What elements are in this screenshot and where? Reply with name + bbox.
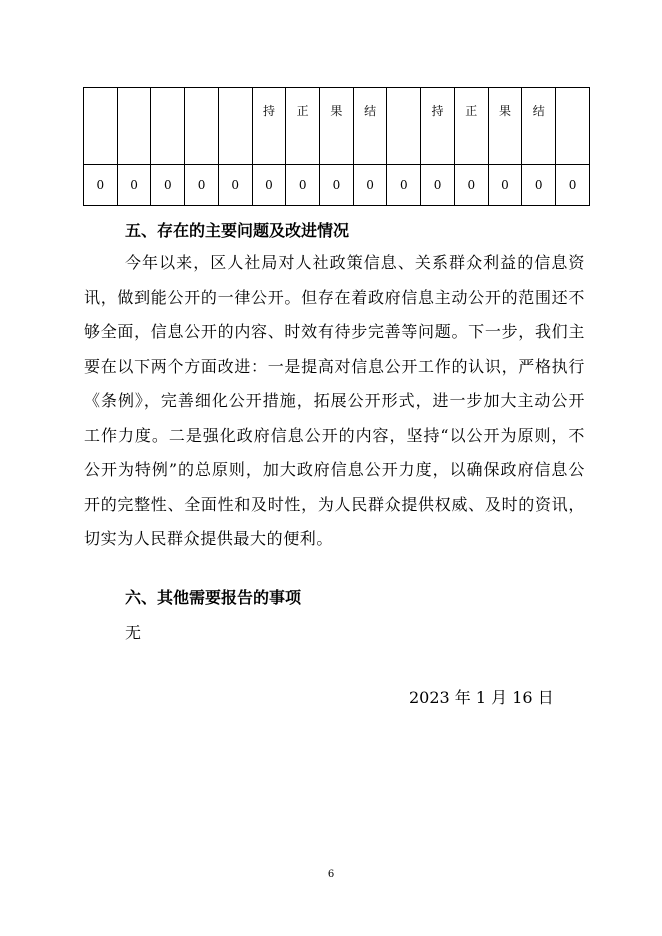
statistics-table [83, 87, 590, 206]
table-header-cell: 结 [353, 88, 387, 165]
section6-content: 无 [125, 623, 142, 642]
table-header-cell [151, 88, 185, 165]
table-header-cell [185, 88, 219, 165]
section6-heading: 六、其他需要报告的事项 [125, 588, 302, 607]
table-value-cell: 0 [522, 165, 556, 206]
report-date: 2023 年 1 月 16 日 [409, 688, 554, 707]
table-value-cell: 0 [252, 165, 286, 206]
page-number: 6 [327, 869, 335, 880]
table-header-cell [387, 88, 421, 165]
table-header-cell: 果 [488, 88, 522, 165]
table-value-cell: 0 [387, 165, 421, 206]
table-header-cell [84, 88, 118, 165]
table-header-cell [556, 88, 590, 165]
table-header-cell: 结 [522, 88, 556, 165]
table-value-cell: 0 [84, 165, 118, 206]
table-header-cell: 正 [454, 88, 488, 165]
table-value-row [84, 165, 590, 206]
section5-heading: 五、存在的主要问题及改进情况 [125, 221, 350, 240]
table-header-cell: 正 [286, 88, 320, 165]
table-value-cell: 0 [353, 165, 387, 206]
table-value-cell: 0 [488, 165, 522, 206]
table-value-cell: 0 [421, 165, 455, 206]
table-value-cell: 0 [286, 165, 320, 206]
table-value-cell: 0 [185, 165, 219, 206]
section5-paragraph: 今年以来，区人社局对人社政策信息、关系群众利益的信息资讯，做到能公开的一律公开。但存在着政府信息主动公开的范围还不够全面，信息公开的内容、时效有待步完善等问题。下一步，我们主要在以下两个方面改进：一是提高对信息公开工作的认识，严格执行《条例》，完善细化公开措施，拓展公开形式，进一步加大主动公开工作力度。二是强化政府信息公开的内容，坚持“以公开为原则，不公开为特例”的总原则，加大政府信息公开力度，以确保政府信息公开的完整性、全面性和及时性，为人民群众提供权威、及时的资讯，切实为人民群众提供最大的便利。 [84, 253, 585, 548]
table-header-cell: 持 [252, 88, 286, 165]
table-value-cell: 0 [454, 165, 488, 206]
table-header-cell: 持 [421, 88, 455, 165]
table-value-cell: 0 [117, 165, 151, 206]
table-header-row [84, 88, 590, 165]
table-value-cell: 0 [151, 165, 185, 206]
table-value-cell: 0 [218, 165, 252, 206]
table-value-cell: 0 [556, 165, 590, 206]
table-header-cell [218, 88, 252, 165]
table-header-cell [117, 88, 151, 165]
table-value-cell: 0 [320, 165, 354, 206]
table-header-cell: 果 [320, 88, 354, 165]
